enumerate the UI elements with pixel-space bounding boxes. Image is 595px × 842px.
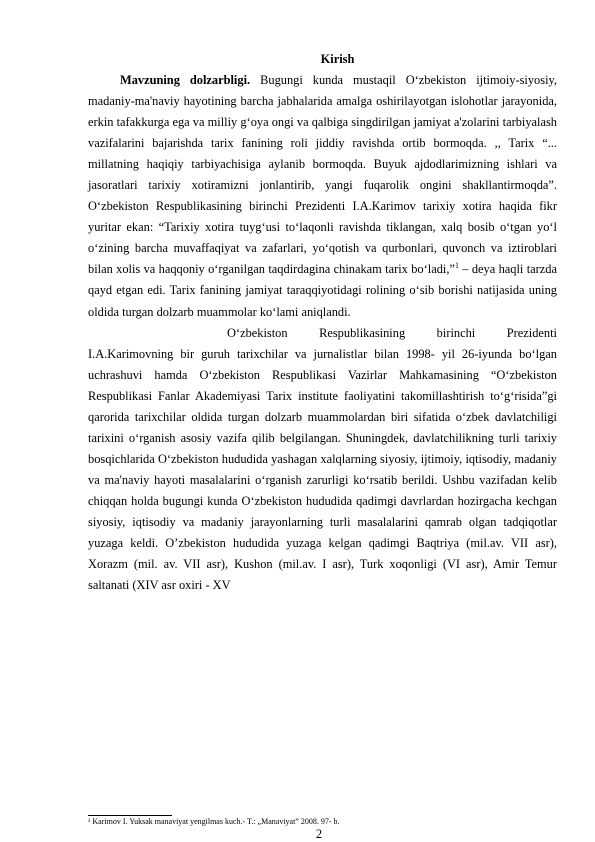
footnote-marker: 1 xyxy=(454,261,459,271)
footnote: ¹ Karimov I. Yuksak manaviyat yengilmas kuch.- T.: „Manaviyat” 2008. 97- b. xyxy=(88,817,340,826)
paragraph-text: Bugungi kunda mustaqil O‘zbekiston ijtimoiy-siyosiy, madaniy-ma'naviy hayotining barcha jabhalarida amalga oshirilayotgan islohotlar jarayonida, erkin tafakkurga ega va milliy g‘oya ongi va qalbiga singdirilgan jamiyat a'zolarini tarbiyalash vazifalarini bajarishda tarix fanining roli jiddiy ravishda ortib bormoqda. ,, Tarix “... millatning haqiqiy tarbiyachisiga aylanib bormoqda. Buyuk ajdodlarimizning ishlari va jasoratlari tarixiy xotiramizni jonlantirib, yangi fuqarolik ongini shakllantirmoqda”. O‘zbekiston Respublikasining birinchi Prezidenti I.A.Karimov tarixiy xotira haqida fikr yuritar ekan: “Tarixiy xotira tuyg‘usi to‘laqonli ravishda tiklangan, xalq bosib o‘tgan yo‘l o‘zining barcha muvaffaqiyat va zafarlari, yo‘qotish va qurbonlari, quvonch va iztiroblari bilan xolis va haqqoniy o‘rganilgan taqdirdagina chinakam tarix bo‘ladi,” xyxy=(88,73,558,277)
paragraph-relevance xyxy=(88,70,557,323)
section-heading: Kirish xyxy=(320,52,355,66)
paragraph-text-tail: – deya haqli tarzda qayd etgan edi. Tarix fanining jamiyat taraqqiyotidagi rolining o‘sib borishi natijasida uning oldida turgan dolzarb muammolar ko‘lami aniqlandi. xyxy=(88,262,557,319)
paragraph-karimov-meeting: O‘zbekiston Respublikasining birinchi Prezidenti I.A.Karimovning bir guruh tarixchilar va jurnalistlar bilan 1998- yil 26-iyunda bo‘lgan uchrashuvi hamda O‘zbekiston Respublikasi Vazirlar Mahkamasining “O‘zbekiston Respublikasi Fanlar Akademiyasi Tarix institute faoliyatini takomillashtirish to‘g‘risida”gi qarorida tarixchilar oldida turgan dolzarb muammolardan biri sifatida o‘zbek davlatchiligi tarixini o‘rganish asosiy vazifa qilib belgilangan. Shuningdek, davlatchilikning turli tarixiy bosqichlarida O‘zbekiston hududida yashagan xalqlarning siyosiy, ijtimoiy, iqtisodiy, madaniy va ma'naviy hayoti masalalarini o‘rganish zarurligi ko‘rsatib berildi. Ushbu vazifadan kelib chiqqan holda bugungi kunda O‘zbekiston hududida qadimgi davrlardan hozirgacha kechgan siyosiy, iqtisodiy va madaniy jarayonlarning turli masalalarini qamrab olgan tadqiqotlar yuzaga keldi. O’zbekiston hududida yuzaga kelgan qadimgi Baqtriya (mil.av. VII asr), Xorazm (mil. av. VII asr), Kushon (mil.av. I asr), Turk xoqonligi (VI asr), Amir Temur saltanati (XIV asr oxiri - XV xyxy=(88,325,557,593)
document-body xyxy=(88,48,557,596)
page-number: 2 xyxy=(315,827,323,841)
paragraph-lead: Mavzuning dolzarbligi. xyxy=(120,73,251,87)
